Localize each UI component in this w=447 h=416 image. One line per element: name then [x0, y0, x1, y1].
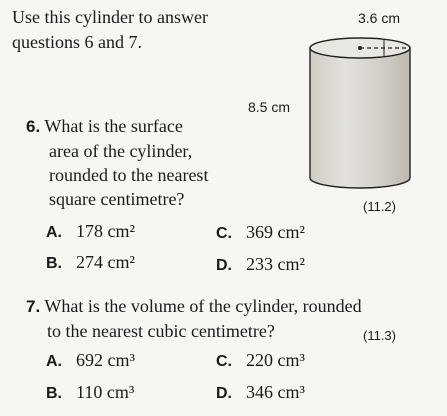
question-7-line-1: What is the volume of the cylinder, rounded	[44, 296, 362, 316]
q7-option-a-letter: A.	[46, 353, 62, 370]
q6-option-c-letter: C.	[216, 225, 232, 242]
question-6-line-1: What is the surface	[44, 116, 183, 136]
section-ref-11-3: (11.3)	[363, 328, 396, 343]
q7-option-a[interactable]	[46, 350, 135, 371]
q7-option-a-value: 692 cm³	[76, 350, 135, 370]
q6-option-c[interactable]	[216, 222, 305, 243]
q7-option-b-value: 110 cm³	[76, 382, 135, 402]
q6-option-d-letter: D.	[216, 257, 232, 274]
intro-line-2: questions 6 and 7.	[12, 32, 142, 52]
question-6	[26, 114, 208, 211]
question-6-number: 6.	[26, 117, 41, 136]
q6-option-a-letter: A.	[46, 224, 62, 241]
q7-option-c[interactable]	[216, 350, 305, 371]
q6-option-d[interactable]	[216, 254, 305, 275]
question-6-line-4: square centimetre?	[49, 189, 185, 209]
diameter-label: 3.6 cm	[358, 10, 401, 26]
q7-option-d[interactable]	[216, 382, 305, 403]
cylinder-figure	[300, 30, 420, 200]
q6-option-c-value: 369 cm²	[246, 222, 305, 242]
question-7-number: 7.	[26, 297, 41, 316]
question-6-line-3: rounded to the nearest	[49, 165, 209, 185]
q7-option-b-letter: B.	[46, 385, 62, 402]
q6-option-d-value: 233 cm²	[246, 254, 305, 274]
question-6-line-2: area of the cylinder,	[49, 141, 193, 161]
cylinder-body	[310, 48, 410, 188]
q6-option-a[interactable]	[46, 221, 135, 242]
question-7	[26, 294, 362, 343]
q7-option-b[interactable]	[46, 382, 134, 403]
q7-option-d-letter: D.	[216, 385, 232, 402]
q7-option-c-letter: C.	[216, 353, 232, 370]
q6-option-b-value: 274 cm²	[76, 252, 135, 272]
center-dot	[358, 46, 362, 50]
q6-option-a-value: 178 cm²	[76, 221, 135, 241]
intro-line-1: Use this cylinder to answer	[12, 7, 208, 27]
height-label: 8.5 cm	[248, 99, 291, 115]
q6-option-b-letter: B.	[46, 255, 62, 272]
question-7-line-2: to the nearest cubic centimetre?	[47, 321, 275, 341]
q7-option-d-value: 346 cm³	[246, 382, 305, 402]
q7-option-c-value: 220 cm³	[246, 350, 305, 370]
q6-option-b[interactable]	[46, 252, 135, 273]
intro-text	[12, 5, 262, 55]
section-ref-11-2: (11.2)	[363, 199, 396, 214]
